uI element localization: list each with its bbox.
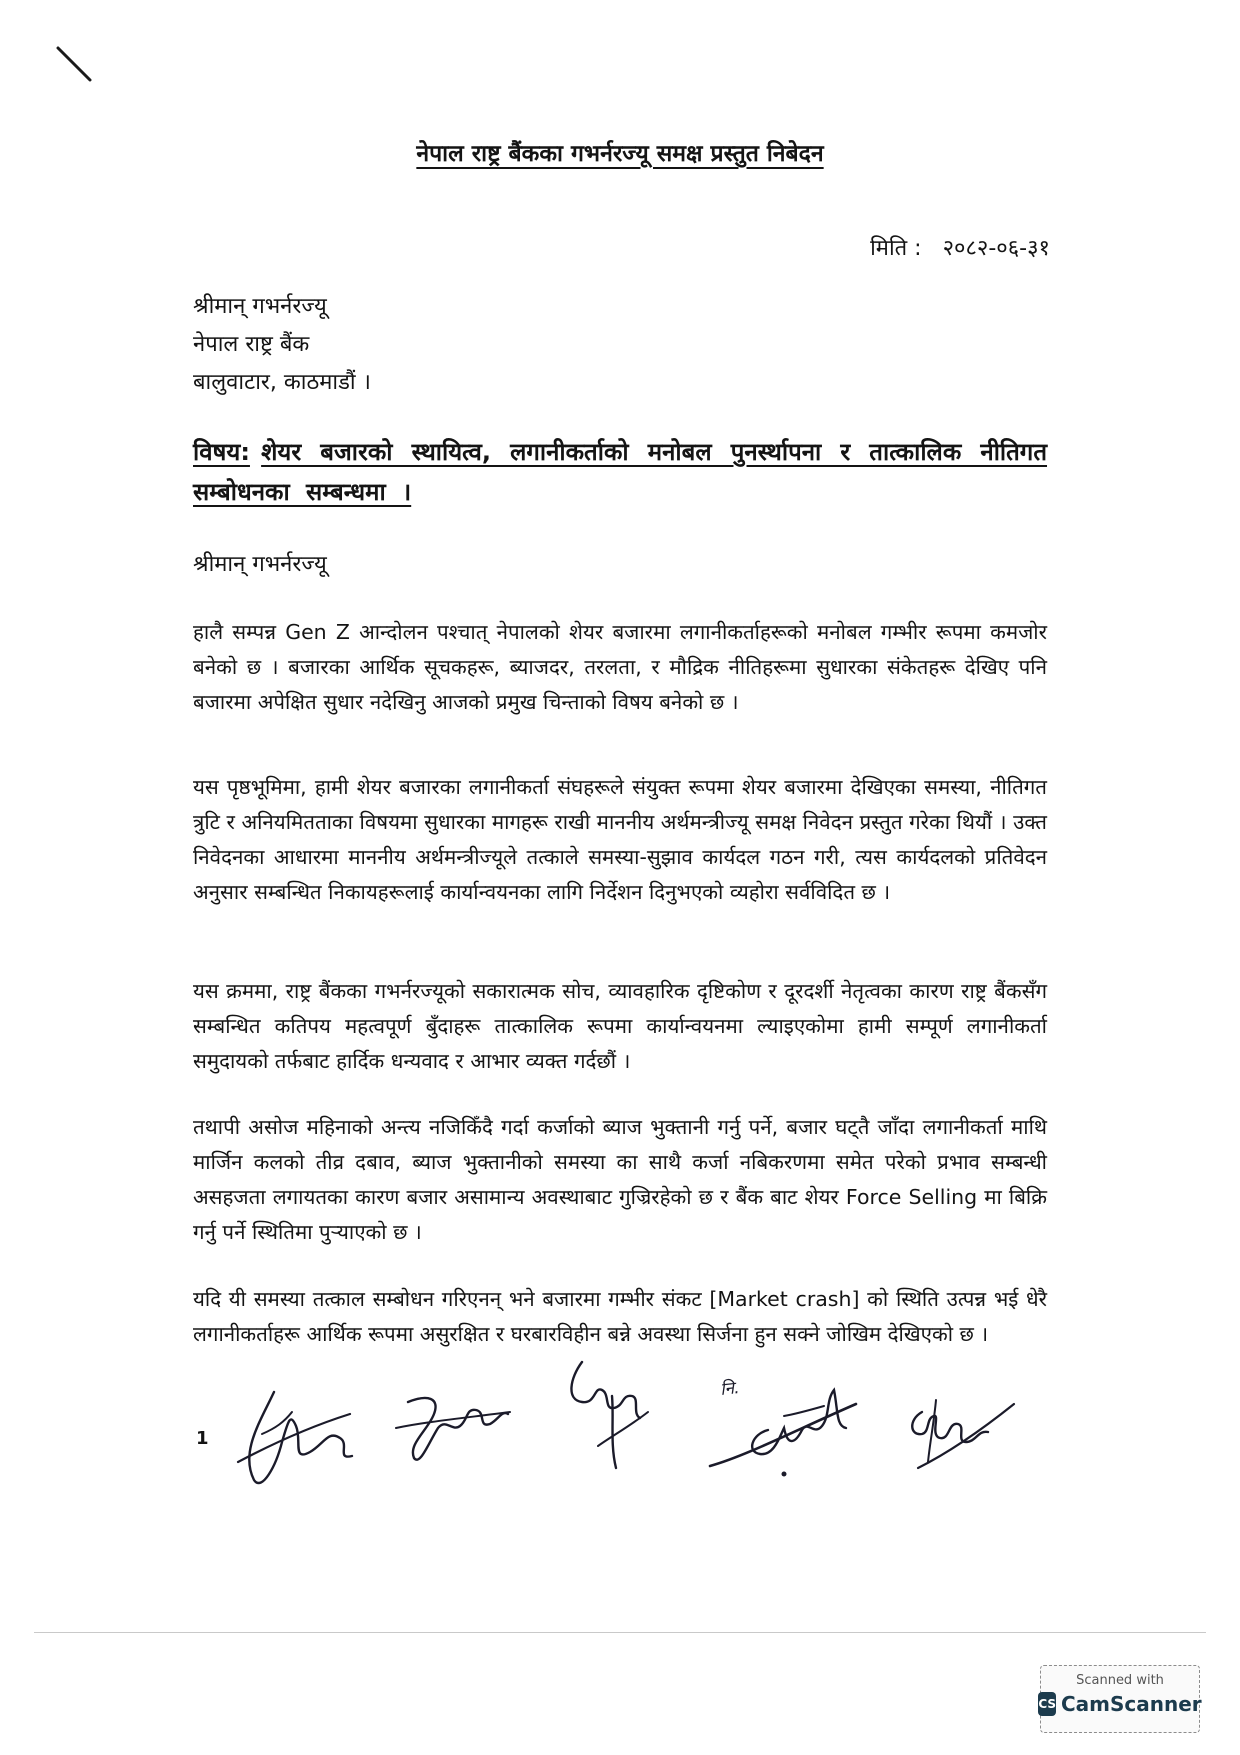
- paragraph-1: [193, 615, 1047, 720]
- address-line-2: नेपाल राष्ट्र बैंक: [193, 332, 310, 357]
- corner-pen-mark: [56, 46, 96, 86]
- recipient-address: [193, 288, 371, 402]
- date-value: २०८२-०६-३१: [942, 236, 1050, 261]
- page-number: 1: [196, 1428, 209, 1449]
- paragraph-5: [193, 1282, 1047, 1352]
- date-label: मिति :: [870, 236, 922, 261]
- address-line-1: श्रीमान् गभर्नरज्यू: [193, 294, 327, 319]
- document-title: नेपाल राष्ट्र बैंकका गभर्नरज्यू समक्ष प्रस्तुत निबेदन: [416, 141, 824, 167]
- paragraph-4: [193, 1110, 1047, 1250]
- signature-1: [232, 1382, 362, 1492]
- paragraph-2: [193, 770, 1047, 910]
- signature-note: नि.: [719, 1378, 741, 1400]
- scanner-badge: [1040, 1665, 1200, 1733]
- paragraph-text: हालै सम्पन्न Gen Z आन्दोलन पश्चात् नेपालको शेयर बजारमा लगानीकर्ताहरूको मनोबल गम्भीर रूपमा कमजोर बनेको छ । बजारका आर्थिक सूचकहरू, ब्याजदर, तरलता, र मौद्रिक नीतिहरूमा सुधारका संकेतहरू देखिए पनि बजारमा अपेक्षित सुधार नदेखिनु आजको प्रमुख चिन्ताको विषय बनेको छ ।: [193, 620, 1047, 714]
- salutation: श्रीमान् गभर्नरज्यू: [193, 552, 327, 577]
- paragraph-text: तथापी असोज महिनाको अन्त्य नजिकिँदै गर्दा कर्जाको ब्याज भुक्तानी गर्नु पर्ने, बजार घट्तै जाँदा लगानीकर्ता माथि मार्जिन कलको तीव्र दबाव, ब्याज भुक्तानीको समस्या का साथै कर्जा नबिकरणमा समेत परेको प्रभाव सम्बन्धी असहजता लगायतका कारण बजार असामान्य अवस्थाबाट गुज्रिरहेको छ र बैंक बाट शेयर Force Selling मा बिक्रि गर्नु पर्ने स्थितिमा पुऱ्याएको छ ।: [193, 1115, 1047, 1244]
- subject-line: [193, 432, 1047, 512]
- footer-rule: [34, 1632, 1206, 1633]
- signature-2: [394, 1388, 514, 1468]
- badge-brand-row: [1038, 1692, 1202, 1716]
- paragraph-text: यस पृष्ठभूमिमा, हामी शेयर बजारका लगानीकर्ता संघहरूले संयुक्त रूपमा शेयर बजारमा देखिएका समस्या, नीतिगत त्रुटि र अनियमितताका विषयमा सुधारका मागहरू राखी माननीय अर्थमन्त्रीज्यू समक्ष निवेदन प्रस्तुत गरेका थियौं । उक्त निवेदनका आधारमा माननीय अर्थमन्त्रीज्यूले तत्काले समस्या-सुझाव कार्यदल गठन गरी, त्यस कार्यदलको प्रतिवेदन अनुसार सम्बन्धित निकायहरूलाई कार्यान्वयनका लागि निर्देशन दिनुभएको व्यहोरा सर्वविदित छ ।: [193, 775, 1047, 904]
- badge-brand: CamScanner: [1061, 1692, 1202, 1716]
- address-line-3: बालुवाटार, काठमाडौं ।: [193, 370, 371, 395]
- paragraph-text: यदि यी समस्या तत्काल सम्बोधन गरिएनन् भने बजारमा गम्भीर संकट [Market crash] को स्थिति उत्पन्न भई धेरै लगानीकर्ताहरू आर्थिक रूपमा असुरक्षित र घरबारविहीन बन्ने अवस्था सिर्जना हुन सक्ने जोखिम देखिएको छ ।: [193, 1287, 1047, 1346]
- camscanner-logo-icon: CS: [1038, 1692, 1056, 1716]
- date-line: [870, 232, 1050, 262]
- paragraph-3: [193, 974, 1047, 1079]
- subject-label: विषय:: [193, 438, 250, 466]
- badge-caption: Scanned with: [1076, 1673, 1164, 1688]
- paragraph-text: यस क्रममा, राष्ट्र बैंकका गभर्नरज्यूको सकारात्मक सोच, व्यावहारिक दृष्टिकोण र दूरदर्शी नेतृत्वका कारण राष्ट्र बैंकसँग सम्बन्धित कतिपय महत्वपूर्ण बुँदाहरू तात्कालिक रूपमा कार्यान्वयनमा ल्याइएकोमा हामी सम्पूर्ण लगानीकर्ता समुदायको तर्फबाट हार्दिक धन्यवाद र आभार व्यक्त गर्दछौं ।: [193, 979, 1047, 1073]
- signature-4: [706, 1370, 866, 1490]
- signature-3: [552, 1356, 652, 1476]
- signature-5: [900, 1392, 1020, 1482]
- subject-text: शेयर बजारको स्थायित्व, लगानीकर्ताको मनोबल पुनर्स्थापना र तात्कालिक नीतिगत सम्बोधनका सम्बन्धमा ।: [193, 438, 1048, 506]
